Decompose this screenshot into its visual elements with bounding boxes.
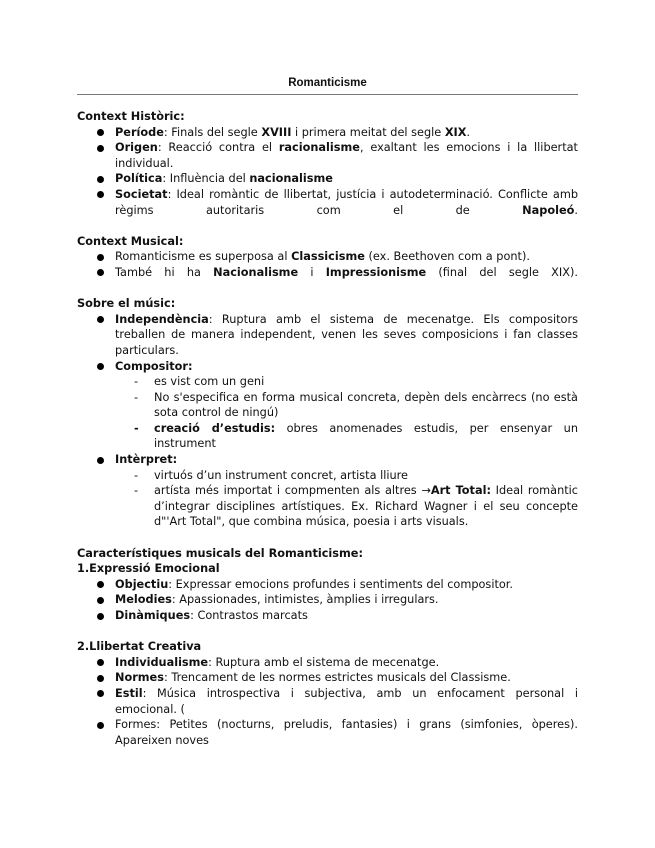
subheading-expressio-emocional: 1.Expressió Emocional (77, 562, 220, 576)
sublist-item: - creació d’estudis: obres anomenades estudis, per ensenyar un instrument (134, 421, 578, 451)
list-sobre-el-music (77, 312, 578, 374)
list-item-melodies: Melodies: Apassionades, intimistes, àmplies i irregulars. (77, 592, 578, 608)
bullet-icon (97, 722, 104, 729)
heading-sobre-el-music: Sobre el músic: (77, 297, 176, 311)
list-item-formes: Formes: Petites (nocturns, preludis, fantasies) i grans (simfonies, òperes). Apareixen noves (77, 717, 578, 748)
sublist-item: - es vist com un geni (134, 375, 265, 389)
list-item-societat: Societat: Ideal romàntic de llibertat, justícia i autodeterminació. Conflicte amb règims autoritaris com el de Napoleó. (77, 187, 578, 218)
bullet-icon (97, 690, 104, 697)
sublist-compositor (77, 374, 578, 452)
list-item-dinamiques: Dinàmiques: Contrastos marcats (77, 608, 578, 624)
bullet-icon (97, 129, 104, 136)
list-item-origen: Origen: Reacció contra el racionalisme, exaltant les emocions i la llibertat individual. (77, 140, 578, 171)
bullet-icon (97, 176, 104, 183)
heading-context-musical: Context Musical: (77, 234, 184, 248)
list-item-interpret: Intèrpret: (77, 452, 578, 468)
list-context-musical (77, 249, 578, 280)
document-body (77, 109, 578, 748)
list-item-nacionalisme: També hi ha Nacionalisme i Impressionisme (final del segle XIX). (77, 265, 578, 281)
list-llibertat-creativa (77, 655, 578, 749)
list-item-objectiu: Objectiu: Expressar emocions profundes i sentiments del compositor. (77, 577, 578, 593)
list-interpret (77, 452, 578, 468)
bullet-icon (97, 191, 104, 198)
list-item-periode: Període: Finals del segle XVIII i primera meitat del segle XIX. (77, 125, 578, 141)
bullet-icon (97, 581, 104, 588)
list-item-politica: Política: Influència del nacionalisme (77, 171, 578, 187)
bullet-icon (97, 659, 104, 666)
bullet-icon (97, 145, 104, 152)
list-item-individualisme: Individualisme: Ruptura amb el sistema de mecenatge. (77, 655, 578, 671)
bullet-icon (97, 457, 104, 464)
sublist-interpret (77, 468, 578, 530)
bullet-icon (97, 613, 104, 620)
list-context-historic (77, 125, 578, 219)
bullet-icon (97, 316, 104, 323)
list-item-independencia: Independència: Ruptura amb el sistema de mecenatge. Els compositors treballen de manera independent, venen les seves composicions i fan classes particulars. (77, 312, 578, 359)
heading-caracteristiques: Característiques musicals del Romanticisme: (77, 546, 363, 560)
bullet-icon (97, 254, 104, 261)
subheading-llibertat-creativa: 2.Llibertat Creativa (77, 640, 202, 654)
sublist-item: - No s'especifica en forma musical concreta, depèn dels encàrrecs (no està sota control de ningú) (134, 390, 578, 420)
list-item-estil: Estil: Música introspectiva i subjectiva, amb un enfocament personal i emocional. ( (77, 686, 578, 717)
list-item-classicisme: Romanticisme es superposa al Classicisme (ex. Beethoven com a pont). (77, 249, 578, 265)
title-rule (77, 94, 578, 95)
bullet-icon (97, 597, 104, 604)
bullet-icon (97, 269, 104, 276)
bullet-icon (97, 675, 104, 682)
sublist-item: - artísta més importat i compmenten als altres →Art Total: Ideal romàntic d’integrar disciplines artístiques. Ex. Richard Wagner i el seu concepte d"'Art Total", que combina música, poesia i arts visuals. (134, 484, 579, 529)
list-expressio-emocional (77, 577, 578, 624)
heading-context-historic: Context Històric: (77, 110, 185, 123)
list-item-normes: Normes: Trencament de les normes estrictes musicals del Classisme. (77, 670, 578, 686)
list-item-compositor: Compositor: (77, 359, 578, 375)
document-title: Romanticisme (288, 77, 367, 89)
sublist-item: - virtuós d’un instrument concret, artista lliure (134, 468, 409, 482)
bullet-icon (97, 363, 104, 370)
